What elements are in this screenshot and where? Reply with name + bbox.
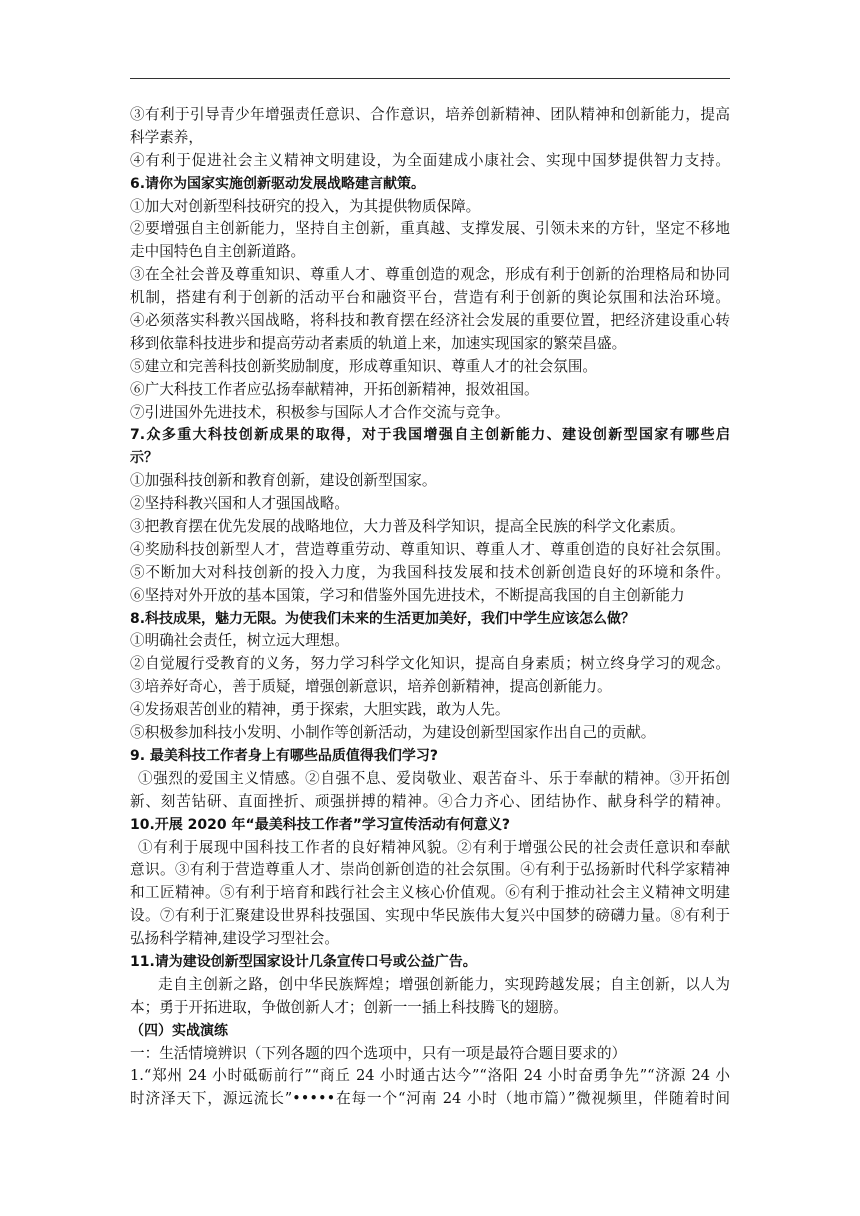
text-line: ⑤建立和完善科技创新奖励制度，形成尊重知识、尊重人才的社会氛围。	[130, 357, 598, 375]
text-line: ②坚持科教兴国和人才强国战略。	[130, 495, 349, 513]
text-line: （四）实战演练	[130, 1022, 228, 1039]
text-line: ①加大对创新型科技研究的投入，为其提供物质保障。	[130, 197, 481, 215]
text-line: 走自主创新之路，创中华民族辉煌；增强创新能力，实现跨越发展；自主创新，以人为	[158, 975, 730, 993]
text-line: 本；勇于开拓进取，争做创新人才；创新一一插上科技腾飞的翅膀。	[130, 998, 568, 1016]
document-body	[130, 104, 730, 1111]
text-line: 6.请你为国家实施创新驱动发展战略建言献策。	[130, 175, 426, 192]
text-line: ⑦引进国外先进技术，积极参与国际人才合作交流与竞争。	[130, 403, 510, 421]
text-line: ③在全社会普及尊重知识、尊重人才、尊重创造的观念，形成有利于创新的治理格局和协同	[130, 266, 730, 284]
text-line: 时济泽天下，源远流长”•••••在每一个“河南 24 小时（地市篇）”微视频里，伴随着时间	[130, 1090, 730, 1108]
text-line: 8.科技成果，魅力无限。为使我们未来的生活更加美好，我们中学生应该怎么做？	[130, 610, 636, 627]
text-line: ①加强科技创新和教育创新，建设创新型国家。	[130, 472, 437, 490]
text-line: ④奖励科技创新型人才，营造尊重劳动、尊重知识、尊重人才、尊重创造的良好社会氛围。	[130, 540, 730, 558]
text-line: 7.众多重大科技创新成果的取得，对于我国增强自主创新能力、建设创新型国家有哪些启	[130, 427, 730, 444]
text-line: ③培养好奇心，善于质疑，增强创新意识，培养创新精神，提高创新能力。	[130, 678, 612, 696]
text-line: 和工匠精神。⑤有利于培育和践行社会主义核心价值观。⑥有利于推动社会主义精神文明建	[130, 884, 730, 902]
text-line: 走中国特色自主创新道路。	[130, 243, 306, 261]
text-line: 1.“郑州 24 小时砥砺前行”“商丘 24 小时通古达今”“洛阳 24 小时奋勇争先”“济源 24 小	[130, 1067, 730, 1085]
text-line: 移到依靠科技进步和提高劳动者素质的轨道上来，加速实现国家的繁荣昌盛。	[130, 334, 627, 352]
text-line: 设。⑦有利于汇聚建设世界科技强国、实现中华民族伟大复兴中国梦的磅礴力量。⑧有利于	[130, 907, 730, 925]
text-line: 示？	[130, 450, 158, 467]
text-line: 新、刻苦钻研、直面挫折、顽强拼搏的精神。④合力齐心、团结协作、献身科学的精神。	[130, 792, 730, 810]
header-rule	[130, 78, 730, 79]
text-line: ⑤积极参加科技小发明、小制作等创新活动，为建设创新型国家作出自己的贡献。	[130, 724, 656, 742]
text-line: ①明确社会责任，树立远大理想。	[130, 632, 349, 650]
text-line: 意识。③有利于营造尊重人才、崇尚创新创造的社会氛围。④有利于弘扬新时代科学家精神	[130, 861, 730, 879]
text-line: ③有利于引导青少年增强责任意识、合作意识，培养创新精神、团队精神和创新能力，提高	[130, 106, 730, 123]
text-line: 机制，搭建有利于创新的活动平台和融资平台，营造有利于创新的舆论氛围和法治环境。	[130, 289, 730, 307]
text-line: ②自觉履行受教育的义务，努力学习科学文化知识，提高自身素质；树立终身学习的观念。	[130, 655, 730, 673]
text-line: 科学素养，	[130, 128, 203, 146]
text-line: ④有利于促进社会主义精神文明建设，为全面建成小康社会、实现中国梦提供智力支持。	[130, 151, 730, 169]
text-line: ④必须落实科教兴国战略，将科技和教育摆在经济社会发展的重要位置，把经济建设重心转	[130, 312, 730, 330]
text-line: ①强烈的爱国主义情感。②自强不息、爱岗敬业、艰苦奋斗、乐于奉献的精神。③开拓创	[138, 769, 730, 787]
text-line: ①有利于展现中国科技工作者的良好精神风貌。②有利于增强公民的社会责任意识和奉献	[138, 838, 730, 856]
text-line: 一：生活情境辨识（下列各题的四个选项中，只有一项是最符合题目要求的）	[130, 1044, 627, 1062]
text-line: ⑤不断加大对科技创新的投入力度，为我国科技发展和技术创新创造良好的环境和条件。	[130, 563, 730, 581]
text-line: 10.开展 2020 年“最美科技工作者”学习宣传活动有何意义?	[130, 816, 511, 833]
text-line: 9. 最美科技工作者身上有哪些品质值得我们学习?	[130, 747, 439, 764]
text-line: ⑥广大科技工作者应弘扬奉献精神，开拓创新精神，报效祖国。	[130, 380, 539, 398]
text-line: 11.请为建设创新型国家设计几条宣传口号或公益广告。	[130, 953, 477, 970]
text-line: ③把教育摆在优先发展的战略地位，大力普及科学知识，提高全民族的科学文化素质。	[130, 518, 685, 536]
text-line: 弘扬科学精神,建设学习型社会。	[130, 930, 339, 948]
text-line: ⑥坚持对外开放的基本国策，学习和借鉴外国先进技术，不断提高我国的自主创新能力	[130, 586, 685, 604]
text-line: ②要增强自主创新能力，坚持自主创新，重真越、支撑发展、引领未来的方针，坚定不移地	[130, 220, 730, 238]
text-line: ④发扬艰苦创业的精神，勇于探索，大胆实践，敢为人先。	[130, 701, 510, 719]
